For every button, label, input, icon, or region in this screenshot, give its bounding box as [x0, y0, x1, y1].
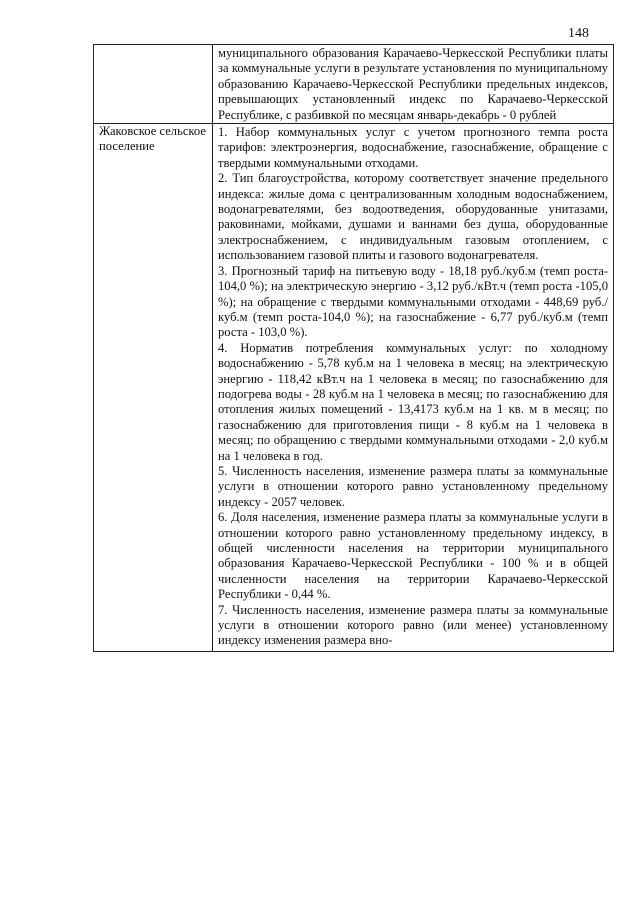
- paragraph: муниципального образования Карачаево-Черкесской Республики платы за коммунальные услуги в результате установления по муниципальному образованию Карачаево-Черкесской Республики предельных индексов, превышающих установленный индекс по Карачаево-Черкесской Республике, с разбивкой по месяцам январь-декабрь - 0 рублей: [218, 46, 608, 122]
- paragraph: 6. Доля населения, изменение размера платы за коммунальные услуги в отношении которого равно установленному предельному индексу, в общей численности населения на территории муниципального образования Карачаево-Черкесской Республики - 100 % и в общей численности населения на территории Карачаево-Черкесской Республики - 0,44 %.: [218, 510, 608, 602]
- paragraph: 3. Прогнозный тариф на питьевую воду - 18,18 руб./куб.м (темп роста- 104,0 %); на электрическую энергию - 3,12 руб./кВт.ч (темп роста -105,0 %); на обращение с твердыми коммунальными отходами - 448,69 руб./куб.м (темп роста-104,0 %); на газоснабжение - 6,77 руб./куб.м (темп роста - 103,0 %).: [218, 263, 608, 340]
- paragraph: 4. Норматив потребления коммунальных услуг: по холодному водоснабжению - 5,78 куб.м на 1 человека в месяц; на электрическую энергию - 118,42 кВт.ч на 1 человека в месяц; по газоснабжению для подогрева воды - 28 куб.м на 1 человека в месяц; по газоснабжению для отопления жилых помещений - 13,4173 куб.м на 1 кв. м в месяц; по газоснабжению для приготовления пищи - 8 куб.м на 1 человека в месяц; по обращению с твердыми коммунальными отходами - 2,0 куб.м на 1 человека в год.: [218, 340, 608, 463]
- paragraph: 1. Набор коммунальных услуг с учетом прогнозного темпа роста тарифов: электроэнергия, водоснабжение, газоснабжение, обращение с твердыми коммунальными отходами.: [218, 125, 608, 170]
- municipality-cell: [94, 45, 213, 124]
- municipality-cell: Жаковское сельское поселение: [94, 124, 213, 652]
- description-cell: [213, 124, 614, 652]
- table-row: [94, 124, 614, 652]
- table-row: [94, 45, 614, 124]
- page-number: 148: [568, 26, 589, 41]
- paragraph: 5. Численность населения, изменение размера платы за коммунальные услуги в отношении которого равно установленному предельному индексу - 2057 человек.: [218, 463, 608, 509]
- paragraph: 2. Тип благоустройства, которому соответствует значение предельного индекса: жилые дома с централизованным холодным водоснабжением, водонагревателями, без водоотведения, оборудованные унитазами, раковинами, мойками, душами и ваннами без душа, оборудованные электроснабжением, с индивидуальным газовым отоплением, с использованием газовой плиты и газового водонагревателя.: [218, 171, 608, 263]
- description-cell: [213, 45, 614, 124]
- tariff-table: [93, 44, 614, 652]
- paragraph: 7. Численность населения, изменение размера платы за коммунальные услуги в отношении которого равно (или менее) установленному индексу изменения размера вно-: [218, 602, 608, 648]
